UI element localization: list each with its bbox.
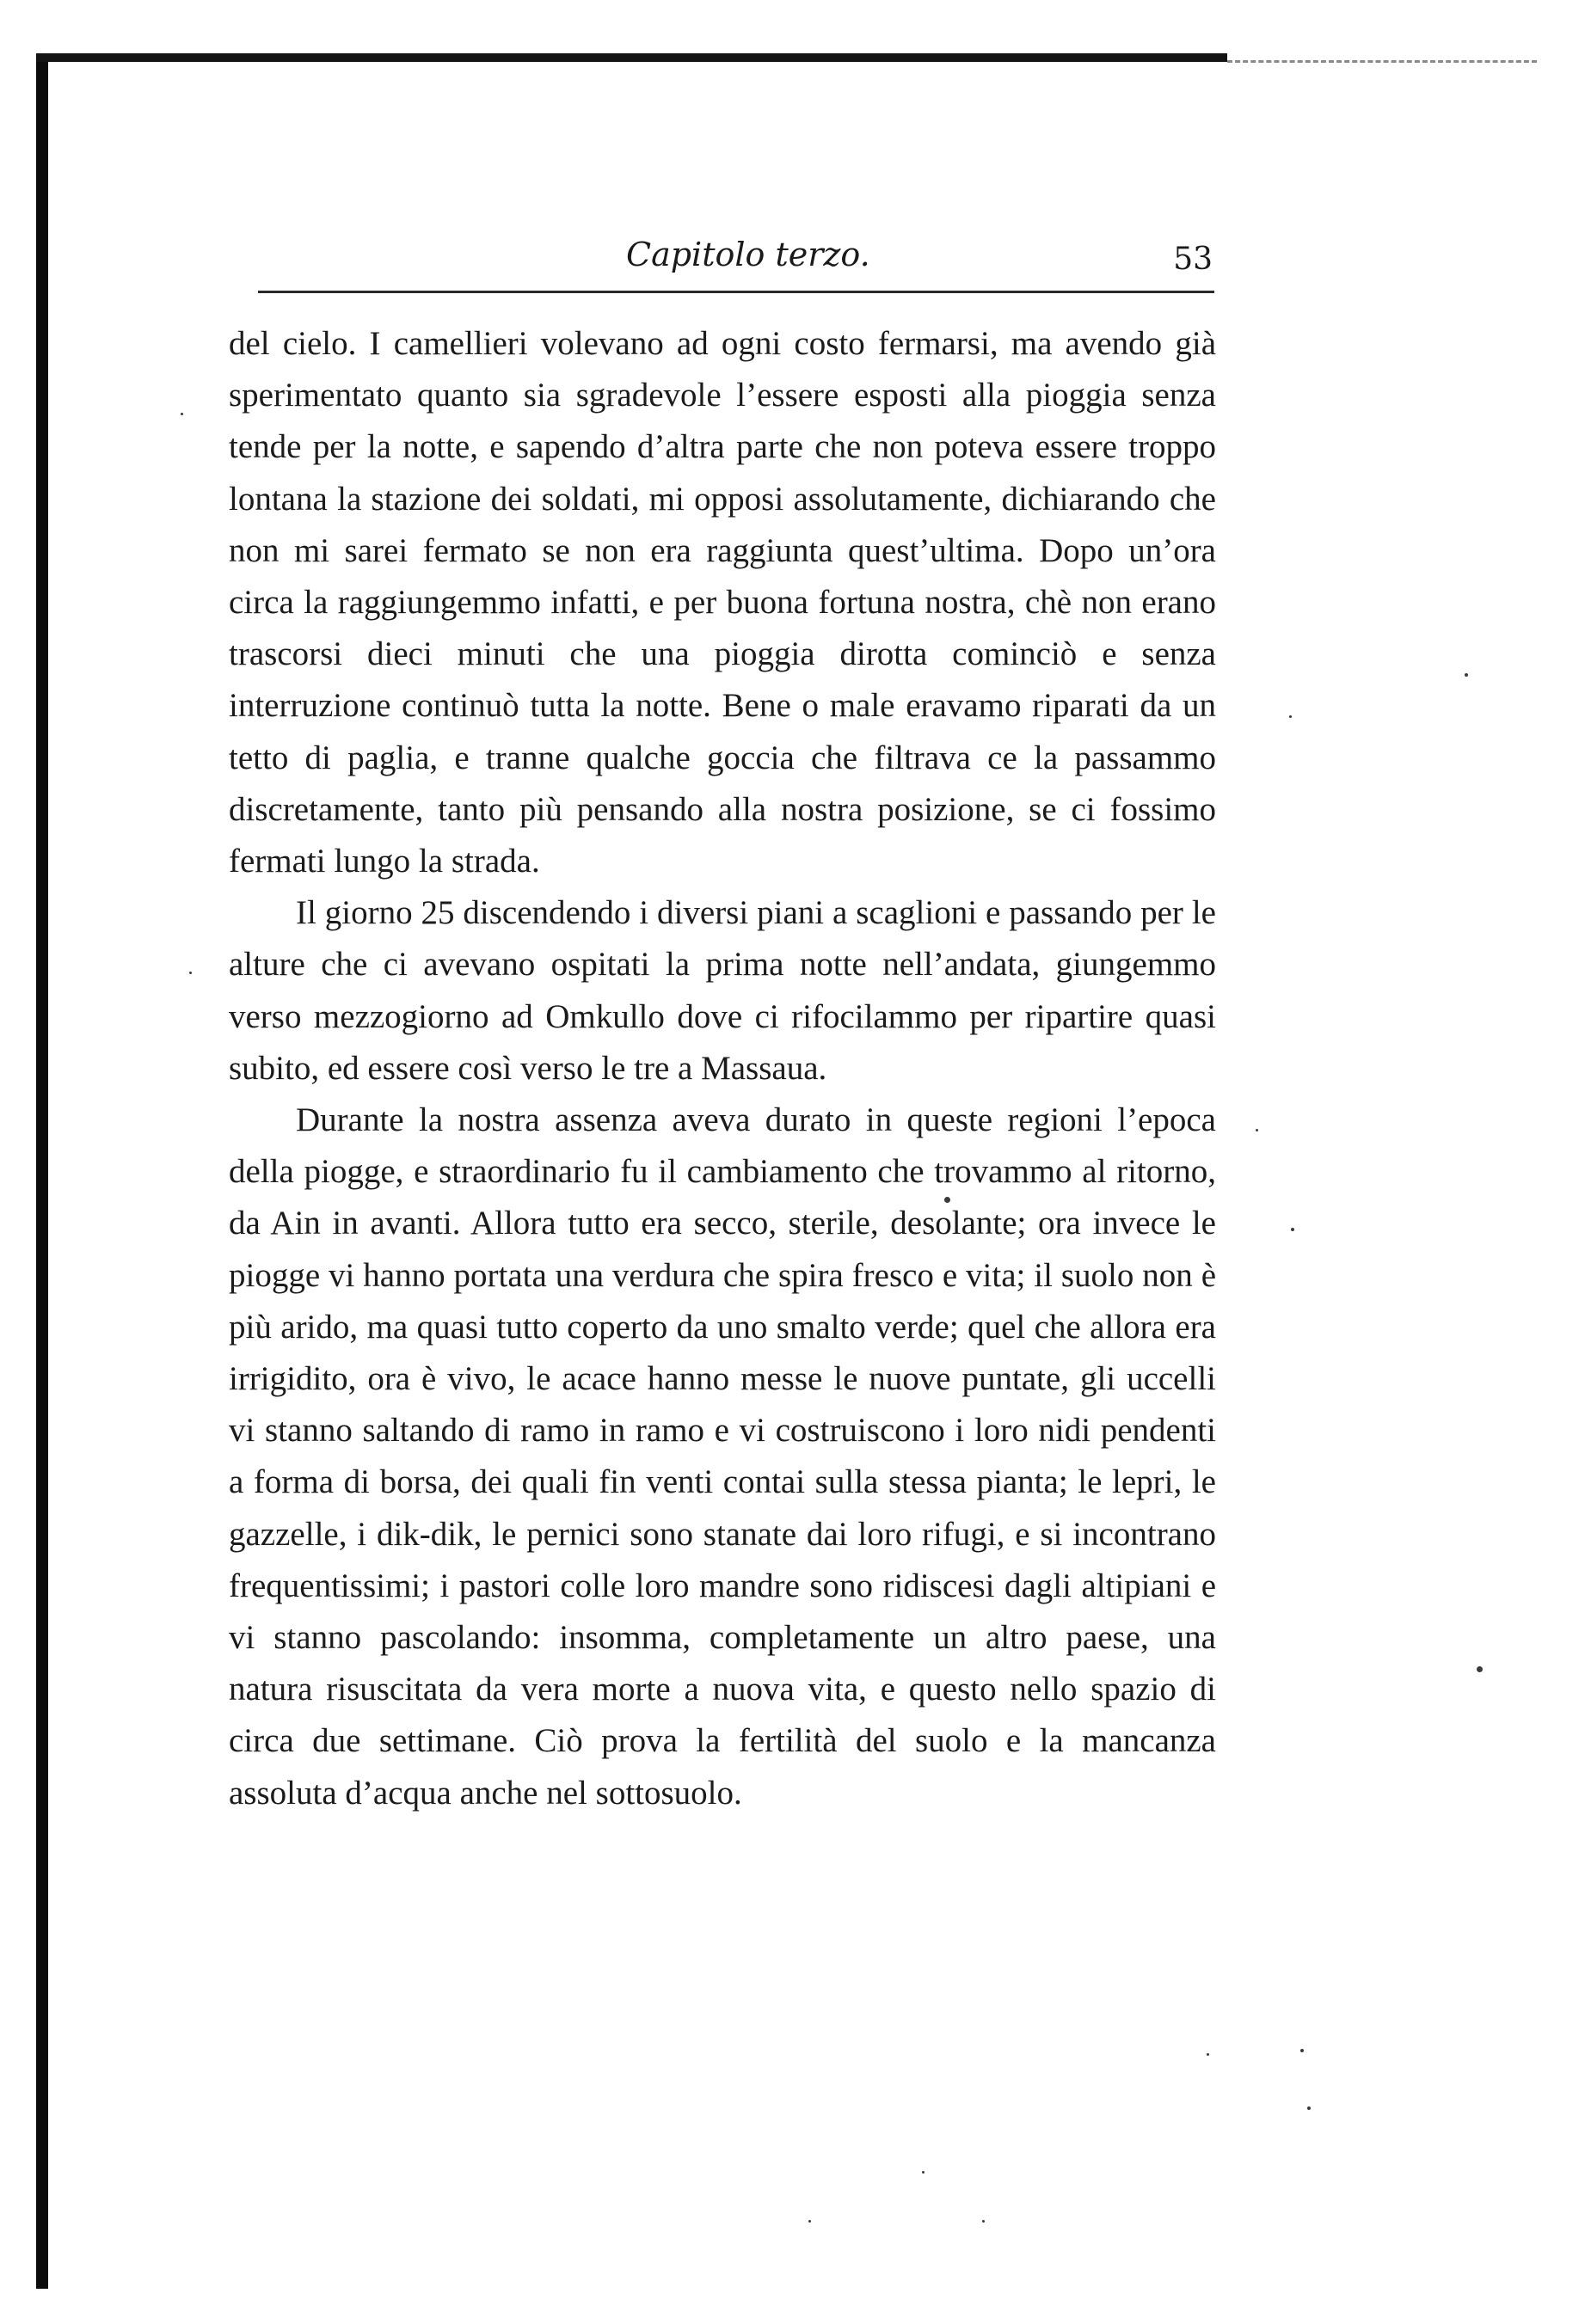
scan-speck [1477, 1666, 1483, 1672]
scan-speck [1300, 2049, 1304, 2052]
scan-speck [922, 2171, 925, 2174]
body-text [229, 318, 1216, 1819]
scan-speck [1289, 715, 1292, 718]
top-border-rule-faded [1227, 60, 1537, 63]
scan-speck [189, 972, 192, 974]
scan-speck [982, 2220, 985, 2223]
scan-speck [1207, 2053, 1209, 2056]
page-number: 53 [1173, 242, 1213, 277]
scan-speck [1465, 673, 1468, 677]
running-head: Capitolo terzo. [626, 236, 870, 273]
paragraph: Durante la nostra assenza aveva durato in queste regioni l’epoca della piogge, e straordinario fu il cambiamento che trovammo al ritorno, da Ain in avanti. Allora tutto era secco, sterile, desolante; ora invece le piogge vi hanno portata una verdura che spira fresco e vita; il suolo non è più arido, ma quasi tutto coperto da uno smalto verde; quel che allora era irrigidito, ora è vivo, le acace hanno messe le nuove puntate, gli uccelli vi stanno saltando di ramo in ramo e vi costruiscono i loro nidi pendenti a forma di borsa, dei quali fin venti contai sulla stessa pianta; le lepri, le gazzelle, i dik-dik, le pernici sono stanate dai loro rifugi, e si incontrano frequentissimi; i pastori colle loro mandre sono ridiscesi dagli altipiani e vi stanno pascolando: insomma, completamente un altro paese, una natura risuscitata da vera morte a nuova vita, e questo nello spazio di circa due settimane. Ciò prova la fertilità del suolo e la mancanza assoluta d’acqua anche nel sottosuolo. [229, 1101, 1216, 1812]
scan-speck [944, 1197, 950, 1203]
top-border-rule [36, 53, 1227, 62]
page-header [232, 232, 1221, 284]
scan-speck [1307, 2106, 1311, 2110]
paragraph: del cielo. I camellieri volevano ad ogni costo fermarsi, ma avendo già sperimentato quanto sia sgradevole l’essere esposti alla pioggia senza tende per la notte, e sapendo d’altra parte che non poteva essere troppo lontana la stazione dei soldati, mi opposi assolutamente, dichiarando che non mi sarei fermato se non era raggiunta quest’ultima. Dopo un’ora circa la raggiungemmo infatti, e per buona fortuna nostra, chè non erano trascorsi dieci minuti che una pioggia dirotta cominciò e senza interruzione continuò tutta la notte. Bene o male eravamo riparati da un tetto di paglia, e tranne qualche goccia che filtrava ce la passammo discretamente, tanto più pensando alla nostra posizione, se ci fossimo fermati lungo la strada. [229, 325, 1216, 880]
scan-speck [808, 2220, 811, 2223]
page-binding-edge [36, 53, 48, 2289]
header-rule [258, 291, 1214, 293]
paragraph: Il giorno 25 discendendo i diversi piani a scaglioni e passando per le alture che ci avevano ospitati la prima notte nell’andata, giungemmo verso mezzogiorno ad Omkullo dove ci rifocilammo per ripartire quasi subito, ed essere così verso le tre a Massaua. [229, 894, 1216, 1087]
scan-speck [181, 413, 183, 415]
scan-speck [1256, 1129, 1258, 1131]
scan-speck [1291, 1228, 1294, 1231]
